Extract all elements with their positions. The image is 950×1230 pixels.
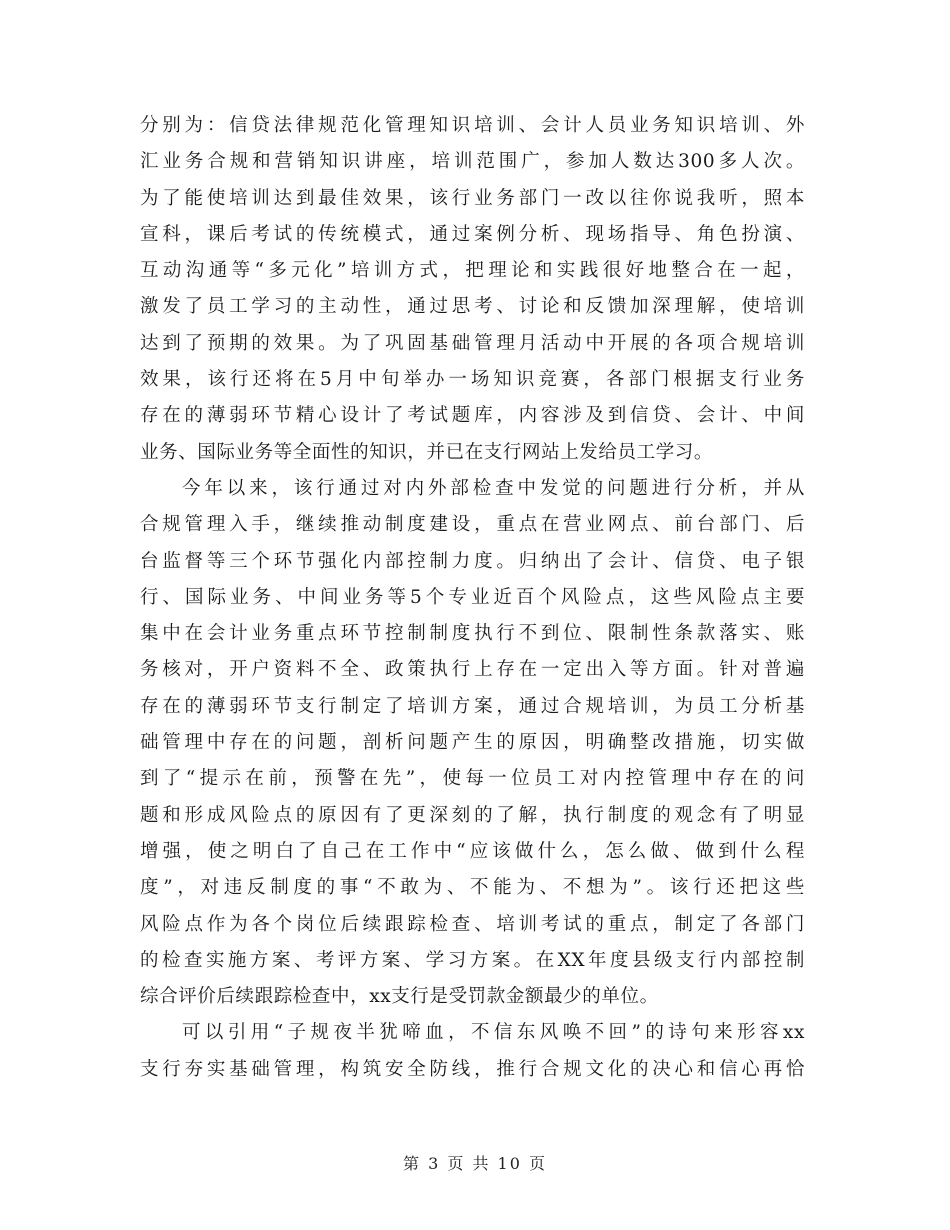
page-number-footer: 第 3 页 共 10 页 <box>403 1154 547 1173</box>
text-line: 存在的薄弱环节精心设计了考试题库，内容涉及到信贷、会计、中间 <box>140 405 805 427</box>
text-line: 础管理中存在的问题，剖析问题产生的原因，明确整改措施，切实做 <box>140 732 805 754</box>
text-line: 行、国际业务、中间业务等5个专业近百个风险点，这些风险点主要 <box>140 586 805 608</box>
text-line: 为了能使培训达到最佳效果，该行业务部门一改以往你说我听，照本 <box>140 187 805 209</box>
text-line: 存在的薄弱环节支行制定了培训方案，通过合规培训，为员工分析基 <box>140 695 805 717</box>
text-line: 到了“提示在前，预警在先”，使每一位员工对内控管理中存在的问 <box>140 768 805 790</box>
text-line: 达到了预期的效果。为了巩固基础管理月活动中开展的各项合规培训 <box>140 332 805 354</box>
text-line: 风险点作为各个岗位后续跟踪检查、培训考试的重点，制定了各部门 <box>140 913 805 935</box>
text-line: 务核对，开户资料不全、政策执行上存在一定出入等方面。针对普遍 <box>140 659 805 681</box>
document-body <box>140 108 805 1088</box>
text-line: 宣科，课后考试的传统模式，通过案例分析、现场指导、角色扮演、 <box>140 223 805 245</box>
text-line: 的检查实施方案、考评方案、学习方案。在XX年度县级支行内部控制 <box>140 949 805 971</box>
text-line: 汇业务合规和营销知识讲座，培训范围广，参加人数达300多人次。 <box>140 151 805 173</box>
text-line: 激发了员工学习的主动性，通过思考、讨论和反馈加深理解，使培训 <box>140 296 805 318</box>
text-line: 分别为：信贷法律规范化管理知识培训、会计人员业务知识培训、外 <box>140 115 805 136</box>
text-line: 互动沟通等“多元化”培训方式，把理论和实践很好地整合在一起， <box>140 260 805 282</box>
text-line: 可以引用“子规夜半犹啼血，不信东风唤不回”的诗句来形容xx <box>182 1022 805 1044</box>
text-line: 合规管理入手，继续推动制度建设，重点在营业网点、前台部门、后 <box>140 514 805 536</box>
text-line: 支行夯实基础管理，构筑安全防线，推行合规文化的决心和信心再恰 <box>140 1058 805 1080</box>
text-line: 业务、国际业务等全面性的知识，并已在支行网站上发给员工学习。 <box>140 441 714 463</box>
text-line: 综合评价后续跟踪检查中，xx支行是受罚款金额最少的单位。 <box>140 986 659 1008</box>
text-line: 度”，对违反制度的事“不敢为、不能为、不想为”。该行还把这些 <box>140 877 805 899</box>
text-line: 增强，使之明白了自己在工作中“应该做什么，怎么做、做到什么程 <box>140 840 805 862</box>
text-line: 今年以来，该行通过对内外部检查中发觉的问题进行分析，并从 <box>182 477 805 499</box>
text-line: 题和形成风险点的原因有了更深刻的了解，执行制度的观念有了明显 <box>140 804 805 826</box>
text-line: 台监督等三个环节强化内部控制力度。归纳出了会计、信贷、电子银 <box>140 550 805 572</box>
text-line: 集中在会计业务重点环节控制制度执行不到位、限制性条款落实、账 <box>140 623 805 645</box>
text-line: 效果，该行还将在5月中旬举办一场知识竞赛，各部门根据支行业务 <box>140 369 805 391</box>
